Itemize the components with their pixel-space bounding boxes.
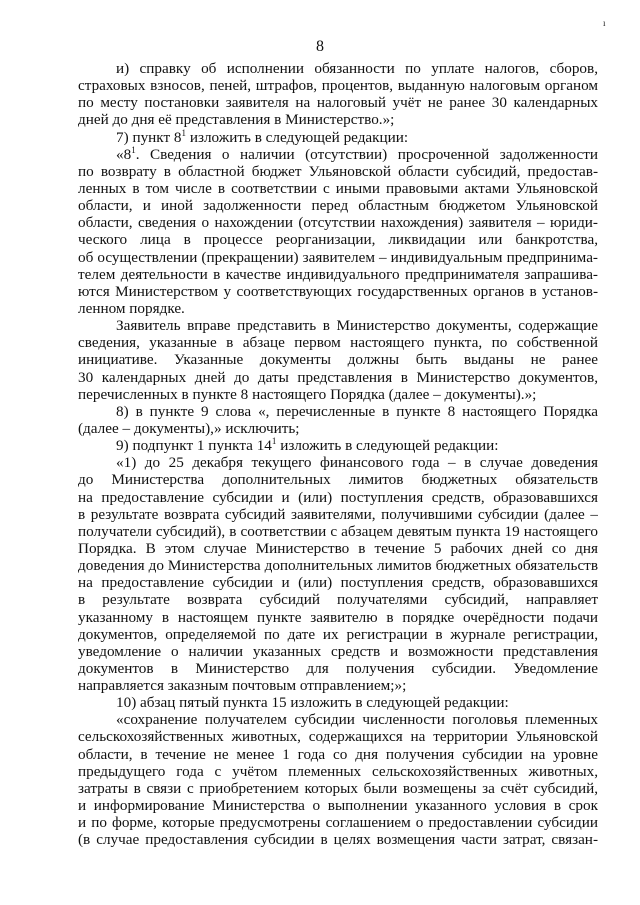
text-line: в результате возврата субсидий получателями субсидий, направляет [78, 591, 598, 609]
text-line: сведения, указанные в абзаце первом настоящего пункта, по собственной [78, 334, 598, 352]
text-line: по возврату в областной бюджет Ульяновской области субсидий, предостав- [78, 162, 598, 180]
text-line: ленных в том числе в соответствии с иными правовыми актами Ульяновской [78, 179, 598, 197]
text-line: и) справку об исполнении обязанности по уплате налогов, сборов, [116, 60, 598, 77]
page-number: 8 [316, 38, 324, 55]
text-line: документов, определяемой по дате их регистрации в журнале регистрации, [78, 625, 598, 643]
text-line: 7) пункт $8^1$ изложить в следующей редакции: [116, 128, 409, 146]
text-line: ленном порядке. [78, 299, 185, 317]
text-line: уведомление о наличии указанных средств и возможности представления [78, 642, 598, 660]
text-line: ческого лица в процессе реорганизации, ликвидации или банкротства, [78, 231, 598, 249]
document-body [78, 60, 598, 848]
text-line: направляется заказным почтовым отправлением;»; [78, 677, 407, 695]
text-line: инициативе. Указанные документы должны быть выданы не ранее [78, 351, 598, 369]
text-line: Порядка. В этом случае Министерство в течение 5 рабочих дней со дня [78, 539, 598, 557]
text-line: перечисленных в пункте 8 настоящего Порядка (далее – документы).»; [78, 385, 537, 403]
text-line: доведения до Министерства дополнительных лимитов бюджетных обязательств [78, 557, 598, 575]
text-line: до Министерства дополнительных лимитов бюджетных обязательств [78, 471, 598, 489]
text-line: «1) до 25 декабря текущего финансового года – в случае доведения [116, 454, 598, 472]
text-line: дней до дня её представления в Министерство.»; [78, 111, 395, 129]
text-line: (далее – документы),» исключить; [78, 419, 300, 437]
text-line: сельскохозяйственных животных, содержащихся на территории Ульяновской [78, 728, 598, 746]
text-line: и информирование Министерства о выполнении указанного условия в срок [78, 797, 598, 815]
text-line: по месту постановки заявителя на налоговый учёт не ранее 30 календарных [78, 94, 598, 112]
text-line: ются Министерством у соответствующих государственных органов в установ- [78, 282, 598, 300]
text-line: 8) в пункте 9 слова «, перечисленные в пункте 8 настоящего Порядка [116, 402, 598, 420]
corner-mark: ı [603, 18, 606, 28]
text-line: телем деятельности в качестве индивидуального предпринимателя запрашива- [78, 265, 598, 283]
text-line: (в случае предоставления субсидии в целях возмещения части затрат, связан- [78, 831, 598, 849]
text-line: области, в течение не менее 1 года со дня получения субсидии на уровне [78, 745, 598, 763]
text-line: и по форме, которые предусмотрены соглашением о предоставлении субсидии [78, 814, 598, 832]
text-line: области, и иной задолженности перед областным бюджетом Ульяновской [78, 197, 598, 215]
text-line: затраты в связи с приобретением которых были возмещены за счёт субсидий, [78, 779, 598, 797]
text-line: 30 календарных дней до даты представления в Министерство документов, [78, 368, 598, 386]
text-line: страховых взносов, пеней, штрафов, процентов, выданную налоговым органом [78, 77, 598, 95]
text-line: предыдущего года с учётом племенных сельскохозяйственных животных, [78, 762, 598, 780]
text-line: документов в Министерство для получения субсидии. Уведомление [78, 659, 598, 677]
text-line: «$8^1$. Сведения о наличии (отсутствии) просроченной задолженности [116, 145, 598, 163]
text-line: 10) абзац пятый пункта 15 изложить в следующей редакции: [116, 694, 509, 712]
text-line: области, сведения о нахождении (отсутствии нахождения) заявителя – юриди- [78, 214, 598, 232]
text-line: Заявитель вправе представить в Министерство документы, содержащие [116, 317, 598, 335]
text-line: на предоставление субсидии и (или) поступления средств, образовавшихся [78, 488, 598, 506]
text-line: указанному в настоящем пункте заявителю в порядке очерёдности подачи [78, 608, 598, 626]
text-line: получатели субсидий), в соответствии с абзацем девятым пункта 19 настоящего [78, 522, 598, 540]
text-line: 9) подпункт 1 пункта $14^1$ изложить в следующей редакции: [116, 437, 499, 455]
text-line: «сохранение получателем субсидии численности поголовья племенных [116, 711, 598, 729]
text-line: на предоставление субсидии и (или) поступления средств, образовавшихся [78, 574, 598, 592]
text-line: в результате возврата субсидий заявителями, получившими субсидии (далее – [78, 505, 598, 523]
text-line: об осуществлении (прекращении) заявителем – индивидуальным предпринима- [78, 248, 598, 266]
